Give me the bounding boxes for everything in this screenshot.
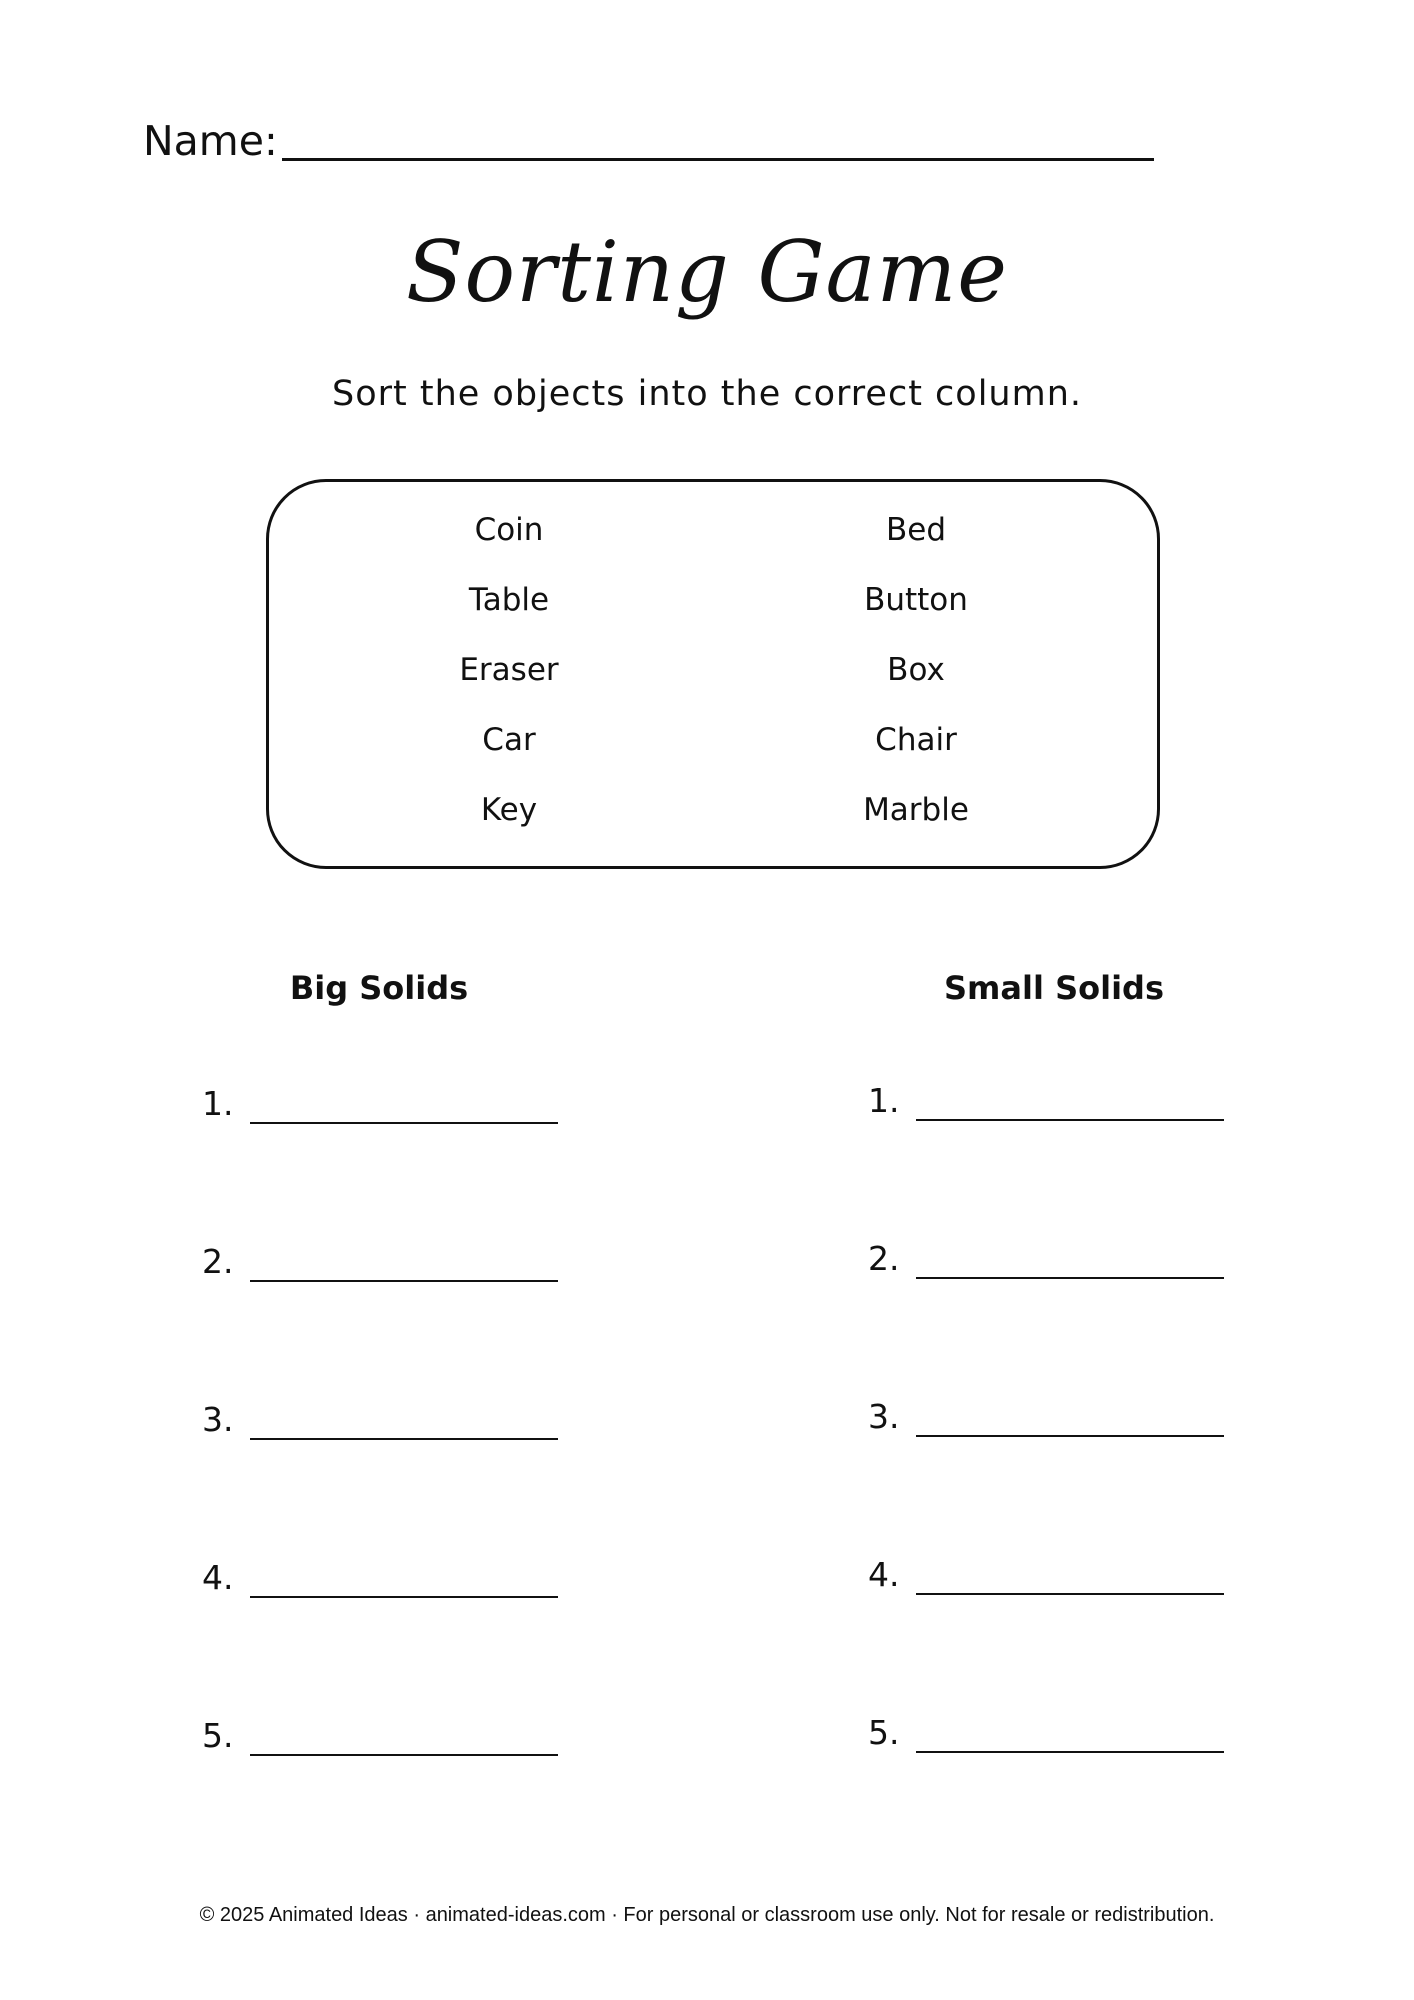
answer-row[interactable]	[868, 1713, 1224, 1753]
answer-blank[interactable]	[250, 1566, 558, 1598]
answer-blank[interactable]	[250, 1250, 558, 1282]
answer-number: 3.	[202, 1400, 234, 1439]
word-bank-item: Car	[482, 722, 536, 758]
answer-blank[interactable]	[916, 1089, 1224, 1121]
answer-row[interactable]	[202, 1084, 558, 1124]
name-input-line[interactable]	[282, 158, 1154, 161]
footer-copyright: © 2025 Animated Ideas · animated-ideas.com · For personal or classroom use only. Not for resale or redistribution.	[199, 1904, 1215, 1926]
answer-number: 2.	[202, 1242, 234, 1281]
answer-number: 4.	[202, 1558, 234, 1597]
word-bank-item: Chair	[875, 722, 957, 758]
word-bank-item: Marble	[863, 792, 969, 828]
answer-number: 4.	[868, 1555, 900, 1594]
answer-number: 1.	[202, 1084, 234, 1123]
answer-blank[interactable]	[916, 1721, 1224, 1753]
answer-row[interactable]	[202, 1400, 558, 1440]
answer-blank[interactable]	[250, 1408, 558, 1440]
answer-row[interactable]	[868, 1555, 1224, 1595]
answer-number: 5.	[202, 1716, 234, 1755]
answer-blank[interactable]	[250, 1724, 558, 1756]
word-bank-item: Coin	[474, 512, 544, 548]
answer-number: 3.	[868, 1397, 900, 1436]
answer-row[interactable]	[868, 1081, 1224, 1121]
answer-blank[interactable]	[916, 1405, 1224, 1437]
answer-row[interactable]	[868, 1397, 1224, 1437]
answer-number: 1.	[868, 1081, 900, 1120]
answer-number: 5.	[868, 1713, 900, 1752]
word-bank-item: Table	[468, 582, 550, 618]
answer-row[interactable]	[868, 1239, 1224, 1279]
answer-number: 2.	[868, 1239, 900, 1278]
word-bank-item: Button	[864, 582, 968, 618]
answer-row[interactable]	[202, 1242, 558, 1282]
answer-blank[interactable]	[250, 1092, 558, 1124]
page-title: Sorting Game	[405, 223, 1008, 321]
answer-blank[interactable]	[916, 1247, 1224, 1279]
word-bank-item: Bed	[885, 512, 947, 548]
word-bank-item: Box	[887, 652, 945, 688]
answer-row[interactable]	[202, 1716, 558, 1756]
answer-blank[interactable]	[916, 1563, 1224, 1595]
instructions: Sort the objects into the correct column.	[331, 374, 1083, 414]
column-heading-small-solids: Small Solids	[944, 969, 1164, 1007]
answer-row[interactable]	[202, 1558, 558, 1598]
name-label: Name:	[143, 117, 278, 165]
word-bank-item: Eraser	[459, 652, 559, 688]
column-heading-big-solids: Big Solids	[289, 969, 469, 1007]
word-bank-item: Key	[480, 792, 538, 828]
